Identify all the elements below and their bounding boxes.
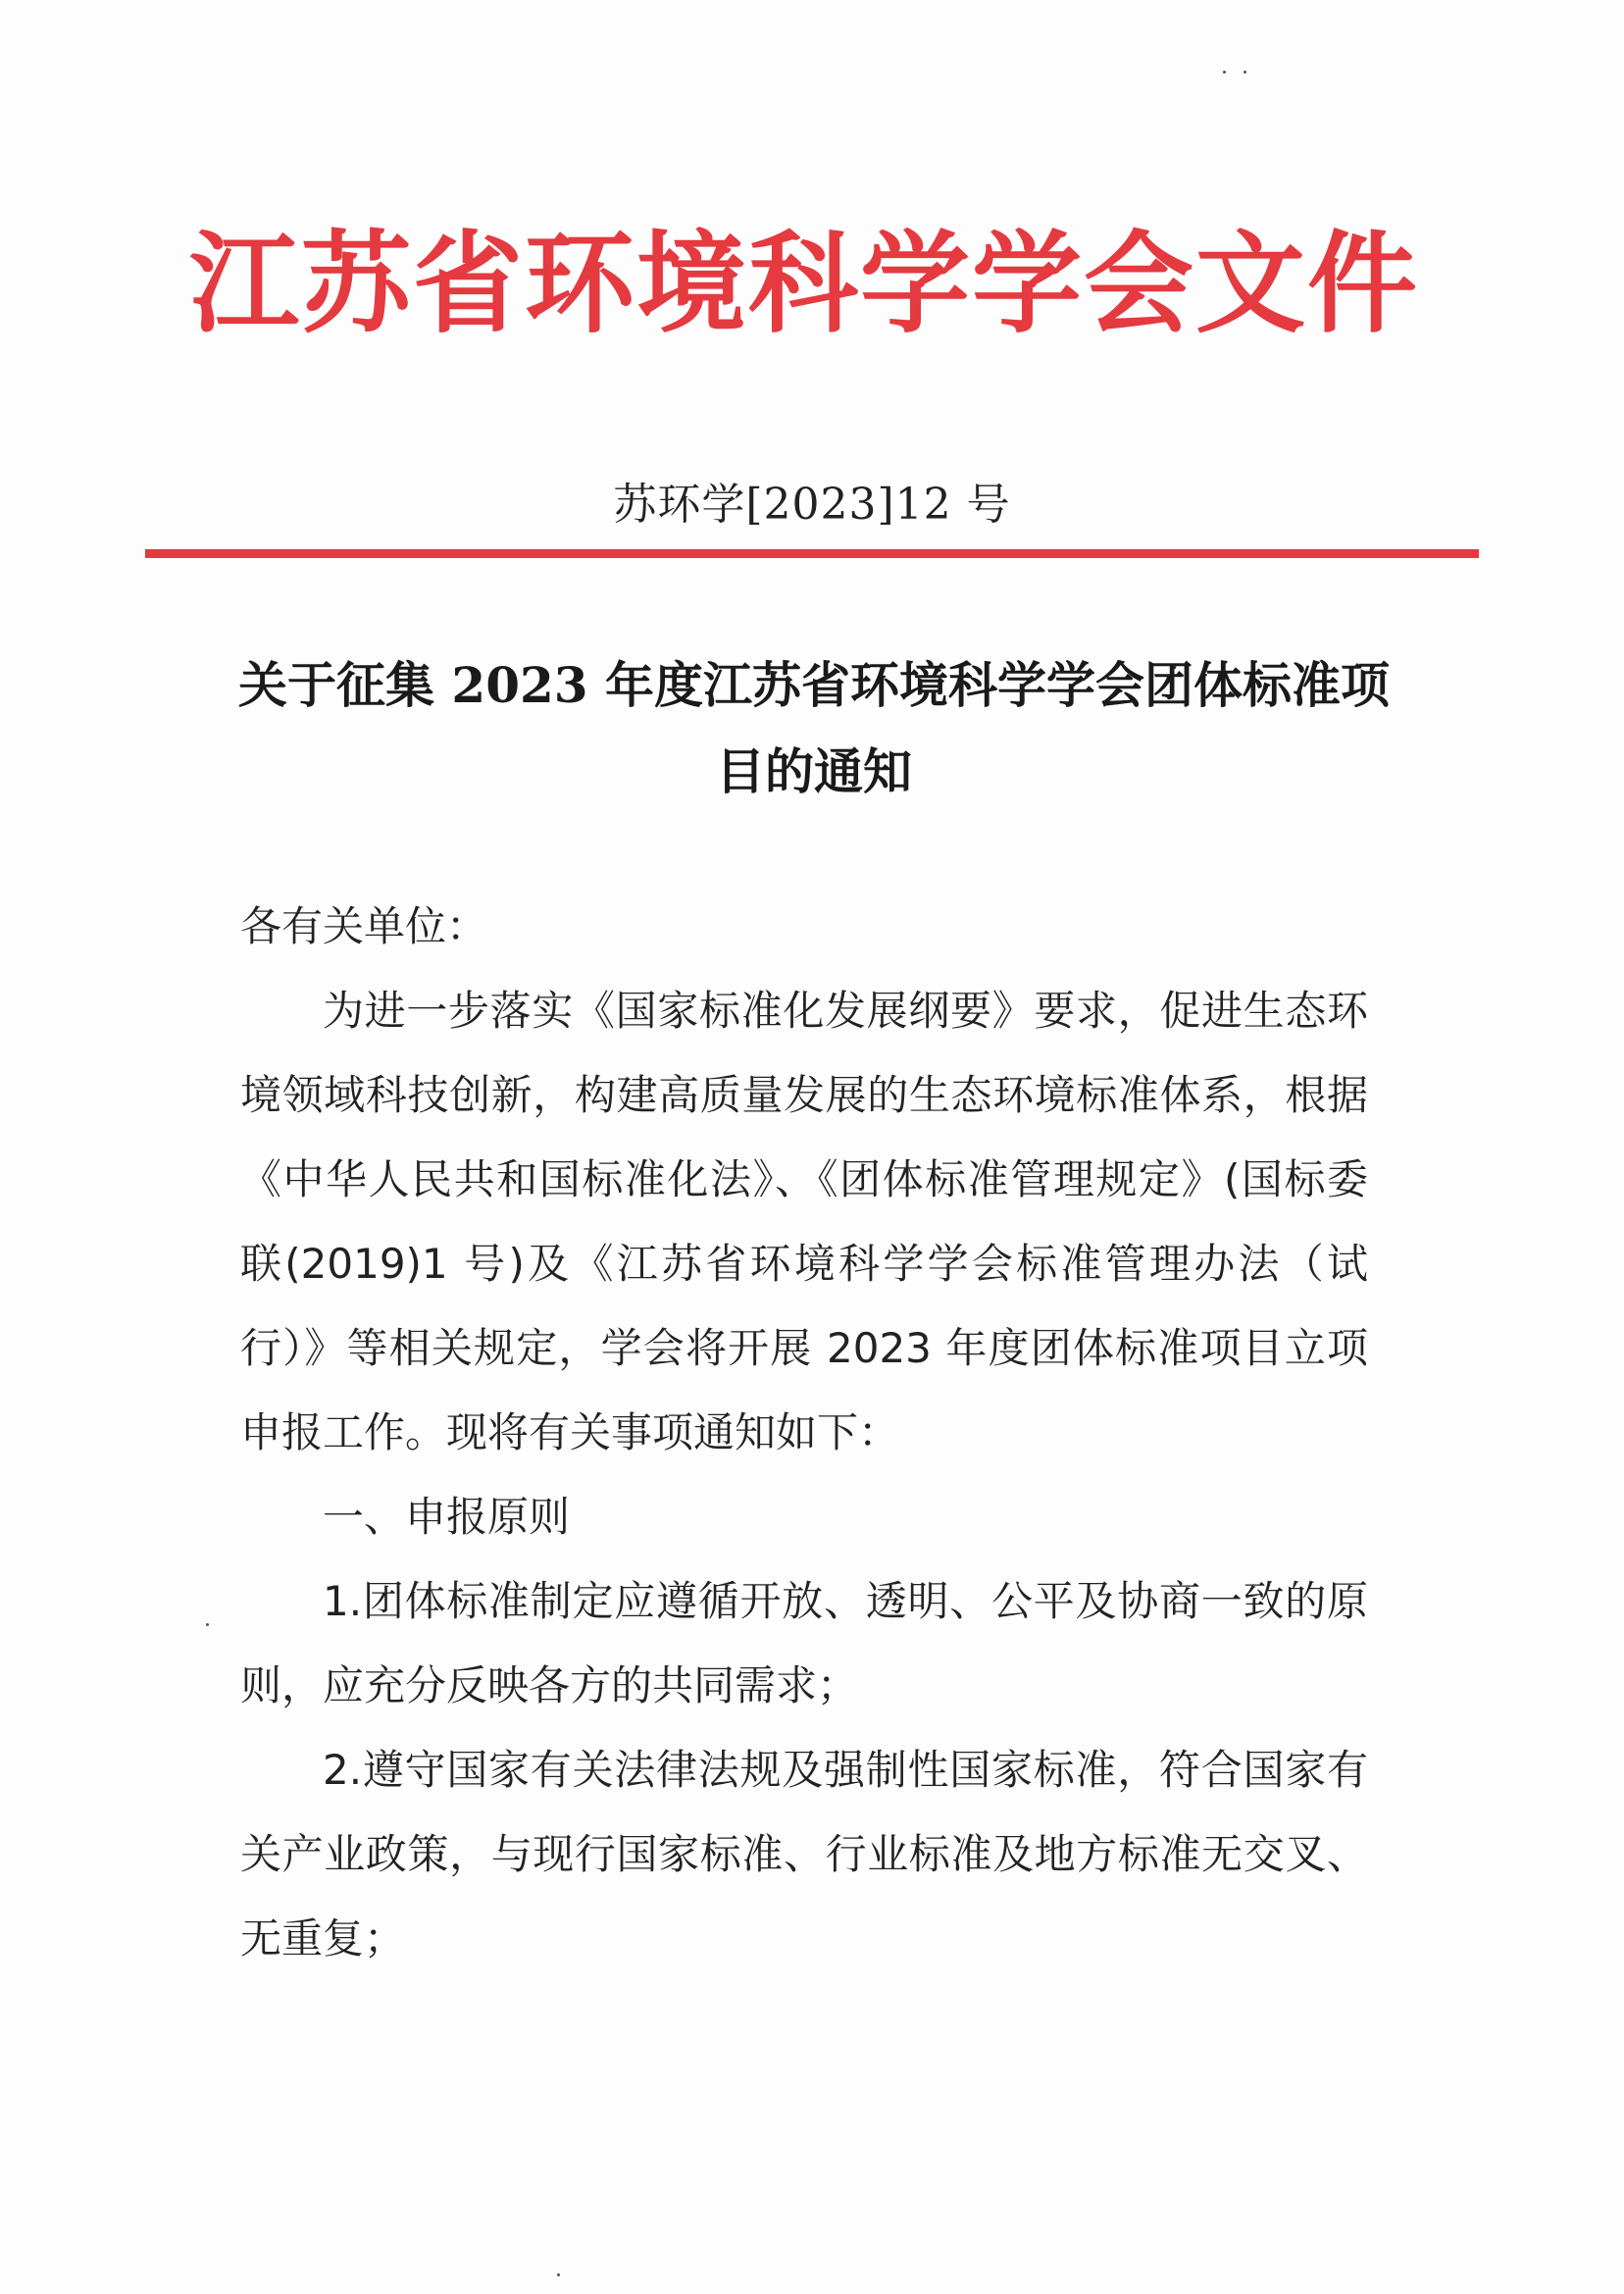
section-heading-principles: 一、申报原则 xyxy=(323,1493,571,1541)
paragraph-principle-1: 1.团体标准制定应遵循开放、透明、公平及协商一致的原则，应充分反映各方的共同需求； xyxy=(240,1577,1368,1709)
document-number: 苏环学[2023]12 号 xyxy=(613,480,1011,530)
scan-speck xyxy=(1243,71,1246,74)
notice-body xyxy=(240,885,1368,1981)
scan-speck xyxy=(206,1623,209,1626)
paragraph-intro: 为进一步落实《国家标准化发展纲要》要求，促进生态环境领域科技创新，构建高质量发展的生态环境标准体系，根据《中华人民共和国标准化法》、《团体标准管理规定》(国标委联(2019)1 号)及《江苏省环境科学学会标准管理办法（试行）》等相关规定，学会将开展 2023 年度团体标准项目立项申报工作。现将有关事项通知如下： xyxy=(240,987,1368,1456)
salutation: 各有关单位： xyxy=(240,902,488,950)
red-divider-rule xyxy=(145,549,1479,558)
document-masthead: 江苏省环境科学学会文件 xyxy=(189,220,1419,348)
paragraph-principle-2: 2.遵守国家有关法律法规及强制性国家标准，符合国家有关产业政策，与现行国家标准、行业标准及地方标准无交叉、无重复； xyxy=(240,1746,1368,1963)
scan-speck xyxy=(557,2273,560,2276)
notice-title: 关于征集 2023 年度江苏省环境科学学会团体标准项目的通知 xyxy=(238,656,1390,800)
scan-speck xyxy=(1223,71,1226,74)
